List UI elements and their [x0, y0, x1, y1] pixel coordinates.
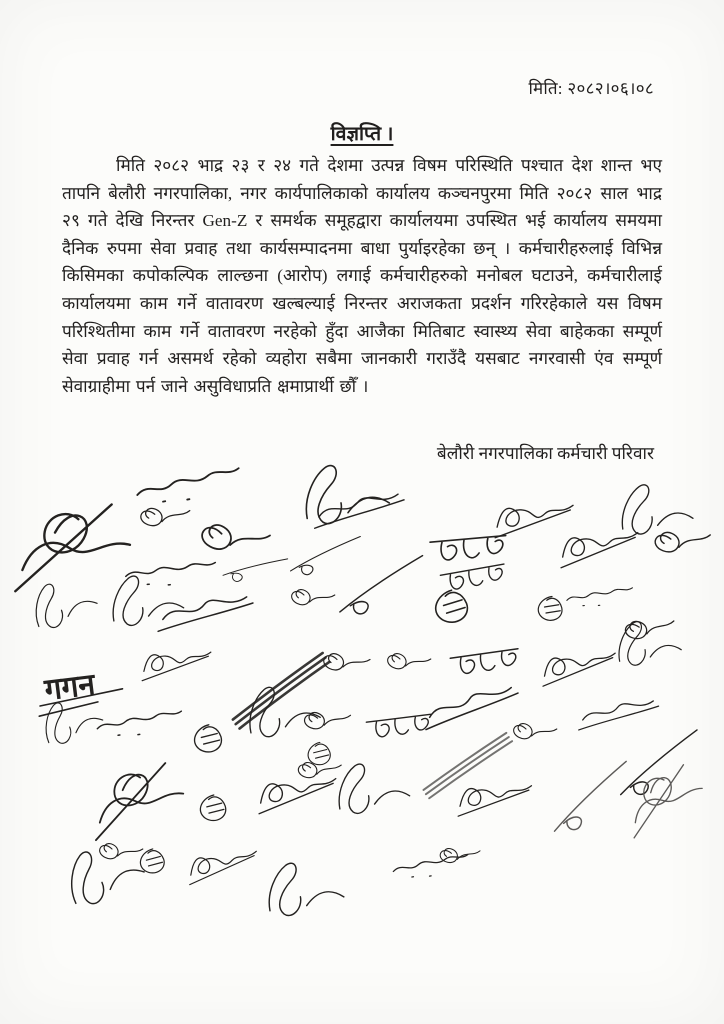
signature-stroke [539, 648, 619, 687]
signature-stroke [156, 596, 255, 631]
signature-stroke [312, 494, 406, 529]
signature-stroke [417, 732, 518, 799]
signature-stroke [185, 846, 260, 884]
signature-stroke [140, 504, 191, 527]
signature-stroke [421, 687, 521, 730]
signature-stroke [455, 780, 535, 816]
signature-stroke [268, 861, 347, 921]
signature-stroke [430, 536, 507, 562]
signature-stroke [304, 709, 351, 729]
signature-stroke [491, 499, 576, 537]
signature-stroke [249, 686, 322, 740]
signature-stroke [193, 724, 222, 753]
signature-stroke [618, 620, 684, 670]
signature-stroke [556, 527, 641, 568]
signature-stroke [450, 649, 520, 676]
signature-stroke [136, 468, 243, 508]
signature-stroke [654, 528, 711, 553]
signature-stroke [621, 482, 697, 541]
signature-stroke [514, 724, 557, 739]
signature-stroke [222, 543, 287, 593]
signature-stroke [336, 556, 426, 616]
signature-stroke [612, 730, 706, 798]
signature-stroke [305, 464, 393, 530]
signature-name-gagan: गगन [42, 668, 97, 707]
signature-stroke [43, 698, 104, 744]
date-label: मिति: २०८२।०६।०८ [528, 79, 654, 98]
signature-stroke [100, 844, 143, 859]
signature-stroke [542, 761, 639, 834]
signature-stroke [112, 574, 187, 630]
signature-stroke [254, 773, 339, 814]
signature-stroke [199, 794, 226, 822]
signature-stroke [290, 532, 360, 578]
page-title-text: विज्ञप्ति । [330, 124, 394, 145]
signature-stroke [5, 503, 134, 591]
signature-stroke [298, 760, 342, 779]
signature-stroke [440, 846, 481, 864]
closing-signoff: बेलौरी नगरपालिका कर्मचारी परिवार [436, 444, 654, 463]
signature-stroke [538, 597, 562, 621]
signature-stroke [202, 524, 271, 550]
signature-stroke [34, 580, 99, 629]
signature-stroke [292, 590, 335, 605]
signature-stroke [566, 588, 634, 609]
signature-stroke [82, 761, 189, 841]
signature-stroke [139, 647, 214, 681]
signature-stroke [388, 654, 431, 669]
page-title [0, 119, 724, 146]
signature-stroke [440, 564, 506, 591]
signature-stroke [616, 762, 710, 838]
signature-stroke [307, 742, 331, 766]
signature-stroke [338, 762, 413, 818]
signature-stroke [392, 855, 469, 881]
signature-stroke [96, 711, 183, 739]
signature-stroke [67, 844, 147, 906]
signature-stroke [224, 652, 338, 729]
signature-stroke [324, 654, 370, 670]
signature-stroke [139, 848, 165, 874]
signature-stroke [433, 588, 469, 624]
body-paragraph: मिति २०८२ भाद्र २३ र २४ गते देशमा उत्पन्न विषम परिस्थिति पश्चात देश शान्त भए तापनि बेलौरी नगरपालिका, नगर कार्यपालिकाको कार्यालय कञ्चनपुरमा मिति २०८२ साल भाद्र २९ गते देखि निरन्तर Gen-Z र समर्थक समूहद्वारा कार्यालयमा उपस्थित भई कार्यालय समयमा दैनिक रुपमा सेवा प्रवाह तथा कार्यसम्पादनमा बाधा पुर्याइरहेका छन् । कर्मचारीहरुलाई विभिन्न किसिमका कपोकल्पिक लाल्छना (आरोप) लगाई कर्मचारीहरुको मनोबल घटाउने, कर्मचारीलाई कार्यालयमा काम गर्ने वातावरण खल्बल्याई निरन्तर अराजकता प्रदर्शन गरिरहेकाले यस विषम परिश्थितीमा काम गर्ने वातावरण नरहेको हुँदा आजैका मितिबाट स्वास्थ्य सेवा बाहेकका सम्पूर्ण सेवा प्रवाह गर्न असमर्थ रहेको व्यहोरा सबैमा जानकारी गराउँदै यसबाट नगरवासी एंव सम्पूर्ण सेवाग्राहीमा पर्न जाने असुविधाप्रति क्षमाप्रार्थी छौँ । [62, 156, 662, 396]
signature-stroke [125, 562, 216, 587]
signature-stroke [624, 615, 676, 641]
signature-stroke [37, 689, 124, 716]
signature-stroke [577, 701, 660, 730]
signature-stroke [366, 714, 432, 738]
